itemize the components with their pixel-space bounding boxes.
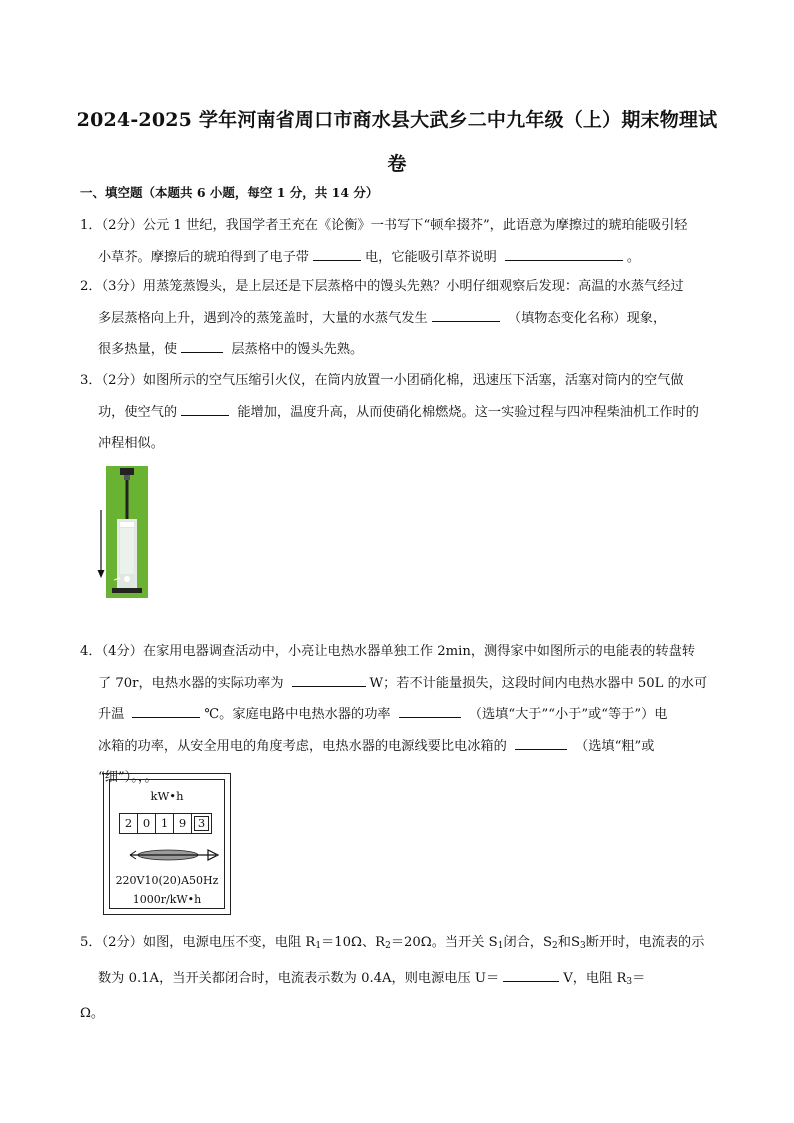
- q3-number: 3．: [80, 373, 102, 388]
- q3-blank-1: [181, 401, 229, 416]
- question-2: 2．（3分）用蒸笼蒸馒头，是上层还是下层蒸格中的馒头先熟？小明仔细观察后发现：高温的水蒸气经过 多层蒸格向上升，遇到冷的蒸笼盖时，大量的水蒸气发生 （填物态变化名称）现象， 很多热量，使 层蒸格中的馒头先熟。: [80, 279, 684, 357]
- meter-digit: 9: [173, 813, 192, 834]
- electric-meter-figure: [103, 773, 231, 915]
- question-4: 4．（4分）在家用电器调查活动中，小亮让电热水器单独工作 2min，测得家中如图所示的电能表的转盘转 了 70r，电热水器的实际功率为 W；若不计能量损失，这段时间内电热水器中 50L 的水可 升温 ℃。家庭电路中电热水器的功率 （选填“大于”“小于”或“等于”）电 冰箱的功率，从安全用电的角度考虑，电热水器的电源线要比电冰箱的 （选填“粗”或 “细”）。，。: [80, 644, 708, 785]
- q4-blank-3: [399, 703, 461, 718]
- meter-digit: 0: [137, 813, 156, 834]
- meter-spec-voltage: 220V10(20)A50Hz: [115, 874, 219, 887]
- q4-number: 4．: [80, 644, 102, 659]
- q4-blank-2: [132, 703, 200, 718]
- q1-number: 1．: [80, 218, 102, 233]
- document-title: [60, 98, 734, 186]
- meter-unit-label: kW•h: [150, 789, 184, 803]
- title-line-1: 2024-2025 学年河南省周口市商水县大武乡二中九年级（上）期末物理试: [76, 109, 718, 131]
- meter-digit-decimal: 3: [191, 813, 212, 834]
- q1-blank-2: [505, 246, 623, 261]
- section-heading: 一、填空题（本题共 6 小题，每空 1 分，共 14 分）: [80, 185, 379, 200]
- question-3: 3．（2分）如图所示的空气压缩引火仪，在筒内放置一小团硝化棉，迅速压下活塞，活塞对筒内的空气做 功，使空气的 能增加，温度升高，从而使硝化棉燃烧。这一实验过程与四冲程柴油机工作时的 冲程相似。: [80, 373, 699, 451]
- q4-blank-4: [515, 735, 567, 750]
- q2-number: 2．: [80, 279, 102, 294]
- q5-number: 5．: [80, 935, 102, 950]
- question-5: 5．（2分）如图，电源电压不变，电阻 $R_1=10\Omega$、$R_2=20\Omega$。当开关 $S_1$闭合，$S_2$和$S_3$断开时，电流表的示 数为 0.1A，当开关都闭合时，电流表示数为 0.4A，则电源电压 U＝ V，电阻 $R_3=$ Ω。: [80, 935, 705, 1021]
- q5-answer-unit: Ω。: [80, 1006, 105, 1021]
- q5-blank-1: [503, 967, 559, 982]
- question-1: 1．（2分）公元 1 世纪，我国学者王充在《论衡》一书写下“顿牟掇芥”，此语意为摩擦过的琥珀能吸引轻 小草芥。摩擦后的琥珀得到了电子带 电，它能吸引草芥说明 。: [80, 218, 688, 265]
- meter-panel: [109, 779, 225, 909]
- title-line-2: 卷: [387, 153, 407, 175]
- rotating-disc-arrow-icon: [124, 846, 220, 864]
- q1-blank-1: [313, 246, 361, 261]
- air-compression-igniter-figure: [96, 466, 148, 598]
- q2-blank-2: [181, 338, 223, 353]
- meter-digit: 2: [119, 813, 138, 834]
- q2-blank-1: [432, 307, 500, 322]
- meter-spec-revolutions: 1000r/kW•h: [132, 893, 202, 906]
- q4-blank-1: [292, 672, 366, 687]
- meter-digit: 1: [155, 813, 174, 834]
- meter-digits: [119, 813, 211, 834]
